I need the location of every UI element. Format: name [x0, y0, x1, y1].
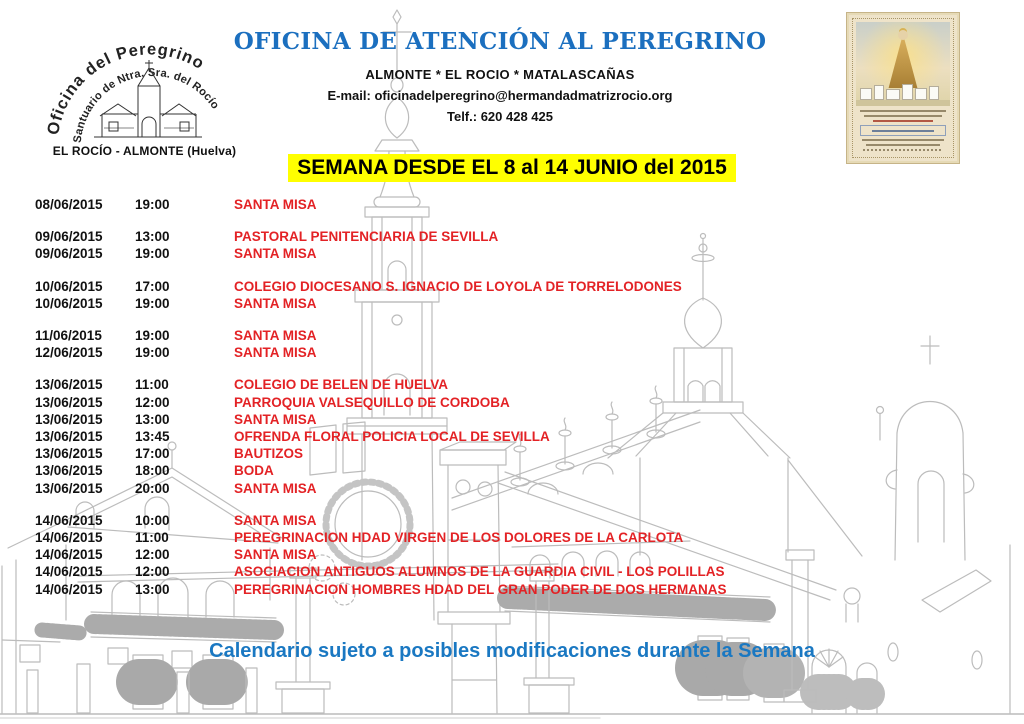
schedule-time: 19:00	[135, 246, 170, 262]
stamp-fine-print	[856, 106, 950, 151]
schedule-row	[35, 563, 815, 580]
schedule-group	[35, 278, 815, 312]
schedule-date: 14/06/2015	[35, 564, 103, 580]
schedule-event: OFRENDA FLORAL POLICIA LOCAL DE SEVILLA	[234, 429, 550, 445]
schedule-row	[35, 376, 815, 393]
schedule-date: 10/06/2015	[35, 295, 103, 311]
schedule-row	[35, 327, 815, 344]
schedule-time: 19:00	[135, 197, 170, 212]
schedule-row	[35, 278, 815, 295]
stamp-title-box	[860, 125, 946, 136]
schedule-time: 12:00	[135, 564, 170, 580]
schedule-event: BODA	[234, 463, 274, 479]
schedule-date: 13/06/2015	[35, 446, 103, 462]
schedule-row	[35, 428, 815, 445]
schedule-time: 18:00	[135, 463, 170, 479]
virgen-del-rocio-stamp	[846, 12, 960, 164]
stamp-picture	[856, 22, 950, 106]
weekly-schedule	[35, 196, 815, 613]
schedule-time: 10:00	[135, 512, 170, 528]
schedule-event: COLEGIO DIOCESANO S. IGNACIO DE LOYOLA DE TORRELODONES	[234, 278, 682, 294]
schedule-date: 13/06/2015	[35, 480, 103, 496]
schedule-date: 14/06/2015	[35, 512, 103, 528]
bell-gable	[877, 336, 974, 560]
virgin-head	[898, 30, 908, 40]
schedule-row	[35, 196, 815, 213]
schedule-date: 13/06/2015	[35, 463, 103, 479]
schedule-group	[35, 512, 815, 598]
seal-caption: EL ROCÍO - ALMONTE (Huelva)	[52, 144, 237, 158]
schedule-time: 13:45	[135, 429, 170, 445]
schedule-group	[35, 327, 815, 361]
stamp-buildings	[856, 84, 950, 100]
schedule-date: 13/06/2015	[35, 394, 103, 410]
schedule-group	[35, 196, 815, 213]
schedule-time: 13:00	[135, 581, 170, 597]
schedule-date: 13/06/2015	[35, 377, 103, 393]
schedule-row	[35, 581, 815, 598]
schedule-event: SANTA MISA	[234, 480, 317, 496]
schedule-date: 08/06/2015	[35, 197, 103, 212]
schedule-date: 14/06/2015	[35, 581, 103, 597]
schedule-date: 12/06/2015	[35, 345, 103, 361]
phone-line	[140, 109, 860, 124]
schedule-date: 09/06/2015	[35, 229, 103, 245]
schedule-row	[35, 462, 815, 479]
page-title: OFICINA DE ATENCIÓN AL PEREGRINO	[233, 28, 767, 55]
schedule-date: 13/06/2015	[35, 411, 103, 427]
schedule-event: SANTA MISA	[234, 295, 317, 311]
schedule-event: SANTA MISA	[234, 512, 317, 528]
ground-line	[0, 714, 1024, 718]
schedule-event: SANTA MISA	[234, 197, 317, 212]
schedule-event: SANTA MISA	[234, 246, 317, 262]
document-header	[140, 30, 860, 124]
schedule-event: ASOCIACION ANTIGUOS ALUMNOS DE LA GUARDIA CIVIL - LOS POLILLAS	[234, 564, 725, 580]
schedule-time: 19:00	[135, 328, 170, 344]
schedule-event: SANTA MISA	[234, 547, 317, 563]
schedule-time: 20:00	[135, 480, 170, 496]
schedule-time: 17:00	[135, 278, 170, 294]
schedule-time: 19:00	[135, 345, 170, 361]
schedule-row	[35, 480, 815, 497]
schedule-row	[35, 546, 815, 563]
schedule-event: SANTA MISA	[234, 411, 317, 427]
schedule-date: 10/06/2015	[35, 278, 103, 294]
schedule-row	[35, 445, 815, 462]
schedule-time: 17:00	[135, 446, 170, 462]
schedule-time: 11:00	[135, 530, 169, 546]
schedule-date: 14/06/2015	[35, 547, 103, 563]
email-line	[140, 88, 860, 103]
schedule-row	[35, 245, 815, 262]
schedule-time: 13:00	[135, 229, 170, 245]
schedule-event: PEREGRINACION HOMBRES HDAD DEL GRAN PODER DE DOS HERMANAS	[234, 581, 727, 597]
schedule-group	[35, 376, 815, 496]
schedule-row	[35, 394, 815, 411]
schedule-event: COLEGIO DE BELEN DE HUELVA	[234, 377, 449, 393]
schedule-row	[35, 411, 815, 428]
stamp-ground	[856, 100, 950, 106]
week-banner-text: SEMANA DESDE EL 8 al 14 JUNIO del 2015	[288, 154, 736, 182]
seal-arc-inner-text: Santuario de Ntra. Sra. del Rocío	[71, 66, 222, 144]
schedule-date: 13/06/2015	[35, 429, 103, 445]
footer-note: Calendario sujeto a posibles modificaciones durante la Semana	[209, 640, 815, 662]
schedule-event: SANTA MISA	[234, 345, 317, 361]
seal-arc-outer-text: Oficina del Peregrino	[44, 40, 208, 137]
email-address: oficinadelperegrino@hermandadmatrizrocio.org	[374, 88, 673, 103]
schedule-date: 09/06/2015	[35, 246, 103, 262]
schedule-row	[35, 295, 815, 312]
schedule-row	[35, 228, 815, 245]
schedule-time: 12:00	[135, 394, 170, 410]
schedule-date: 11/06/2015	[35, 328, 102, 344]
email-label: E-mail:	[327, 88, 371, 103]
schedule-time: 12:00	[135, 547, 170, 563]
schedule-event: PEREGRINACION HDAD VIRGEN DE LOS DOLORES DE LA CARLOTA	[234, 530, 684, 546]
schedule-date: 14/06/2015	[35, 530, 103, 546]
schedule-row	[35, 529, 815, 546]
schedule-row	[35, 512, 815, 529]
towns-subtitle: ALMONTE * EL ROCIO * MATALASCAÑAS	[365, 67, 635, 82]
schedule-event: PASTORAL PENITENCIARIA DE SEVILLA	[234, 229, 499, 245]
phone-label: Telf.:	[446, 109, 478, 124]
schedule-time: 13:00	[135, 411, 170, 427]
schedule-event: PARROQUIA VALSEQUILLO DE CORDOBA	[234, 394, 510, 410]
schedule-event: SANTA MISA	[234, 328, 317, 344]
schedule-time: 11:00	[135, 377, 169, 393]
schedule-group	[35, 228, 815, 262]
stamp-border	[852, 18, 954, 158]
schedule-time: 19:00	[135, 295, 170, 311]
phone-number: 620 428 425	[480, 109, 553, 124]
schedule-event: BAUTIZOS	[234, 446, 303, 462]
schedule-row	[35, 344, 815, 361]
